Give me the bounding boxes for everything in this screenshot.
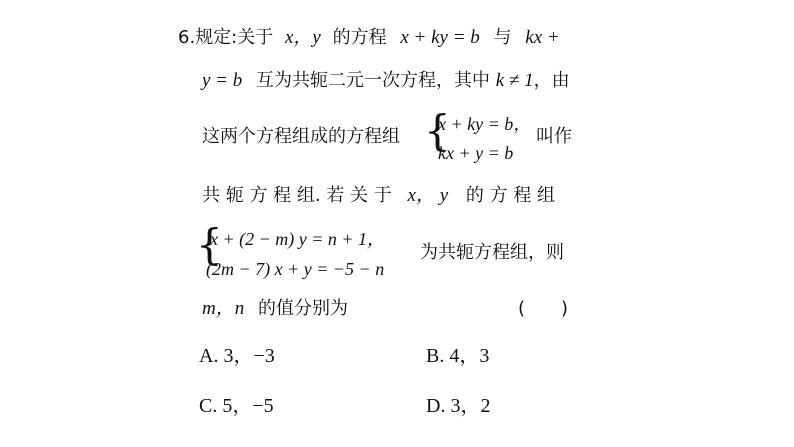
left-brace-2: { (196, 220, 223, 269)
system-2-eq-2: (2m − 7) x + y = −5 − n (206, 259, 385, 279)
system-1-eq-2: kx + y = b (438, 143, 514, 163)
system-1-eq-1: x + ky = b， (438, 114, 532, 134)
question-line-4: 共 轭 方 程 组. 若 关 于 x， y 的 方 程 组 (202, 185, 556, 206)
option-a[interactable]: A. 3，−3 (199, 345, 275, 367)
question-number: 6. (178, 27, 196, 48)
question-line-3: 这两个方程组成的方程组 (202, 126, 400, 147)
option-d[interactable]: D. 3，2 (426, 395, 491, 417)
question-line-2: y = b 互为共轭二元一次方程，其中 k ≠ 1，由 (202, 70, 570, 91)
answer-parentheses: ( ) (518, 298, 569, 319)
left-brace-1: { (424, 106, 451, 155)
question-line-1: 6.规定:关于 x，y 的方程 x + ky = b 与 kx + (178, 27, 560, 48)
option-b[interactable]: B. 4，3 (426, 345, 490, 367)
option-c[interactable]: C. 5，−5 (199, 395, 274, 417)
system-2-eq-1: x + (2 − m) y = n + 1， (210, 229, 386, 249)
question-line-3-end: 叫作 (536, 126, 572, 147)
question-line-6: m，n 的值分别为 (202, 298, 348, 319)
question-line-5-end: 为共轭方程组，则 (420, 242, 564, 263)
